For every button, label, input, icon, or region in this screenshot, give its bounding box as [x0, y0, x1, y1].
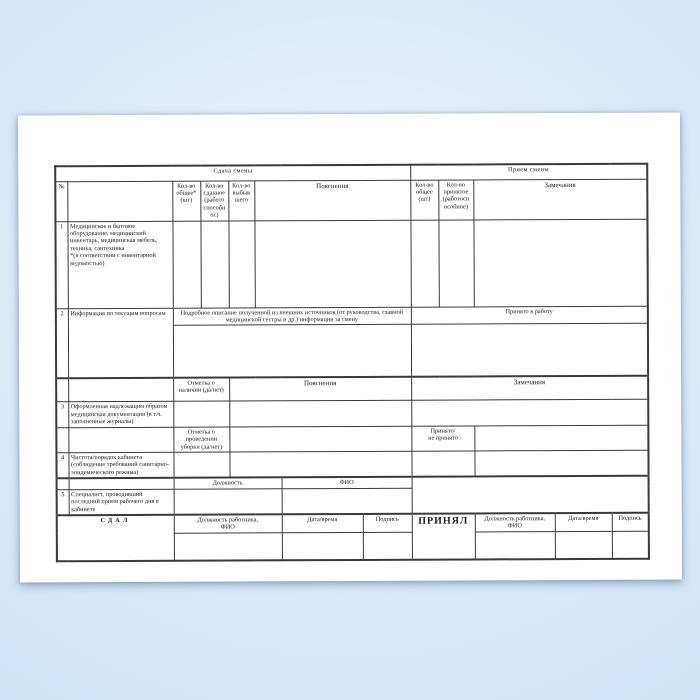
- section-title-handover: Сдача смены: [55, 165, 410, 182]
- row4-label-header-blank-cell: [68, 427, 173, 453]
- paper-sheet: [18, 113, 682, 583]
- row3-remarks-cell: [411, 400, 648, 426]
- row3-presence-header: Отметка о наличии (да/нет): [173, 377, 229, 401]
- row1-qty-total-cell: [172, 221, 200, 308]
- row1-qty-retired-cell: [228, 221, 254, 308]
- row3-presence-cell: [173, 401, 229, 427]
- row3-label-header-blank-cell: [68, 378, 173, 402]
- handed-worker-header: Должность работника, ФИО: [174, 514, 282, 533]
- handed-signature-cell: [363, 532, 412, 560]
- row1-qty-total-right-cell: [411, 220, 439, 307]
- row2-info-header: Подробное описание полученной из внешних источников (от руководства, главной медицинской сестры и др.) информации за смену: [173, 307, 411, 326]
- row4-remarks-cell: [475, 450, 649, 477]
- row3-label: Оформленная надлежащим образом медицинская документация (в т.ч. заполненные журналы): [68, 402, 173, 428]
- row4-cleaning-header: Отметка о проведении уборки (да/нет): [173, 427, 229, 453]
- row1-explanations-cell: [254, 220, 410, 308]
- row5-fio-cell: [282, 488, 412, 514]
- row4-cleaning-cell: [173, 452, 229, 478]
- row4-explanations-cell: [229, 451, 411, 478]
- section-title-acceptance: Прием смены: [410, 164, 647, 180]
- row5-label: Специалист, проводивший последний прием рабочего дня в кабинете: [69, 489, 174, 515]
- shift-handover-form-table: [54, 163, 650, 563]
- row1-qty-handed-cell: [200, 221, 228, 308]
- accepted-signature-header: Подпись: [612, 513, 649, 532]
- row4-num: 4: [56, 453, 68, 479]
- row2-accept-header: Принято в работу: [411, 306, 648, 325]
- row1-qty-accepted-cell: [439, 220, 474, 307]
- row3-explanations-cell: [229, 401, 411, 427]
- row5-label-header-blank-cell: [69, 478, 174, 489]
- col-header-qty-handed: Кол-во сданное (работоспособнос): [200, 181, 228, 221]
- row5-position-cell: [174, 488, 282, 514]
- row5-num-header-blank-cell: [57, 478, 69, 489]
- col-header-qty-retired: Кол-во выбывшего: [228, 180, 254, 220]
- row4-explanations-header-blank-cell: [229, 426, 411, 452]
- row4-label: Чистота/порядок кабинета (соблюдение требований санитарно-эпидемического режима): [68, 452, 173, 478]
- row1-num: 1: [55, 221, 67, 308]
- row5-acceptance-blank-cell: [412, 476, 649, 514]
- row3-explanations-header: Пояснения: [229, 377, 411, 402]
- accepted-datetime-cell: [555, 531, 612, 559]
- col-header-num: №: [55, 181, 67, 221]
- handed-worker-cell: [174, 533, 282, 561]
- row3-num: 3: [56, 402, 68, 427]
- handed-label: СДАЛ: [57, 515, 174, 562]
- row2-accept-cell: [411, 324, 648, 377]
- accepted-worker-header: Должность работника, ФИО: [475, 513, 555, 532]
- row3-remarks-header: Замечания: [411, 376, 648, 401]
- row1-remarks-cell: [474, 219, 648, 307]
- row4-accepted-header: Принято/ не принято: [411, 426, 474, 452]
- row5-fio-header: ФИО: [282, 477, 412, 488]
- row5-position-header: Должность: [174, 478, 282, 489]
- accepted-worker-cell: [475, 531, 555, 559]
- row2-label: Информация по текущим вопросам: [68, 308, 173, 378]
- row5-num: 5: [57, 489, 69, 515]
- accepted-datetime-header: Дата/время: [555, 513, 612, 532]
- row2-num: 2: [56, 308, 68, 378]
- accepted-signature-cell: [612, 531, 649, 559]
- row4-accepted-cell: [412, 451, 475, 477]
- col-header-explanations: Пояснения: [254, 180, 410, 221]
- row3-num-header-blank-cell: [56, 378, 68, 402]
- col-header-item-blank: [67, 181, 172, 222]
- handed-signature-header: Подпись: [363, 514, 412, 533]
- col-header-remarks: Замечания: [473, 179, 647, 220]
- col-header-qty-total-star: Кол-во общее* (шт): [172, 181, 200, 221]
- accepted-label: ПРИНЯЛ: [412, 513, 475, 560]
- handed-datetime-cell: [282, 532, 363, 560]
- handed-datetime-header: Дата/время: [282, 514, 363, 533]
- col-header-qty-accepted: Кол-во принятое (работосп особное): [438, 179, 473, 219]
- row4-num-header-blank-cell: [56, 427, 68, 452]
- row2-info-cell: [173, 325, 411, 378]
- row4-remarks-header-blank-cell: [474, 425, 648, 451]
- col-header-qty-total-right: Кол-во общее (шт): [410, 180, 438, 220]
- row1-label: Медицинское и бытовое оборудование, медицинский инвентарь, медицинская мебель, техника, сантехника *(в соответствии с инвентарной ведомостью): [67, 221, 172, 308]
